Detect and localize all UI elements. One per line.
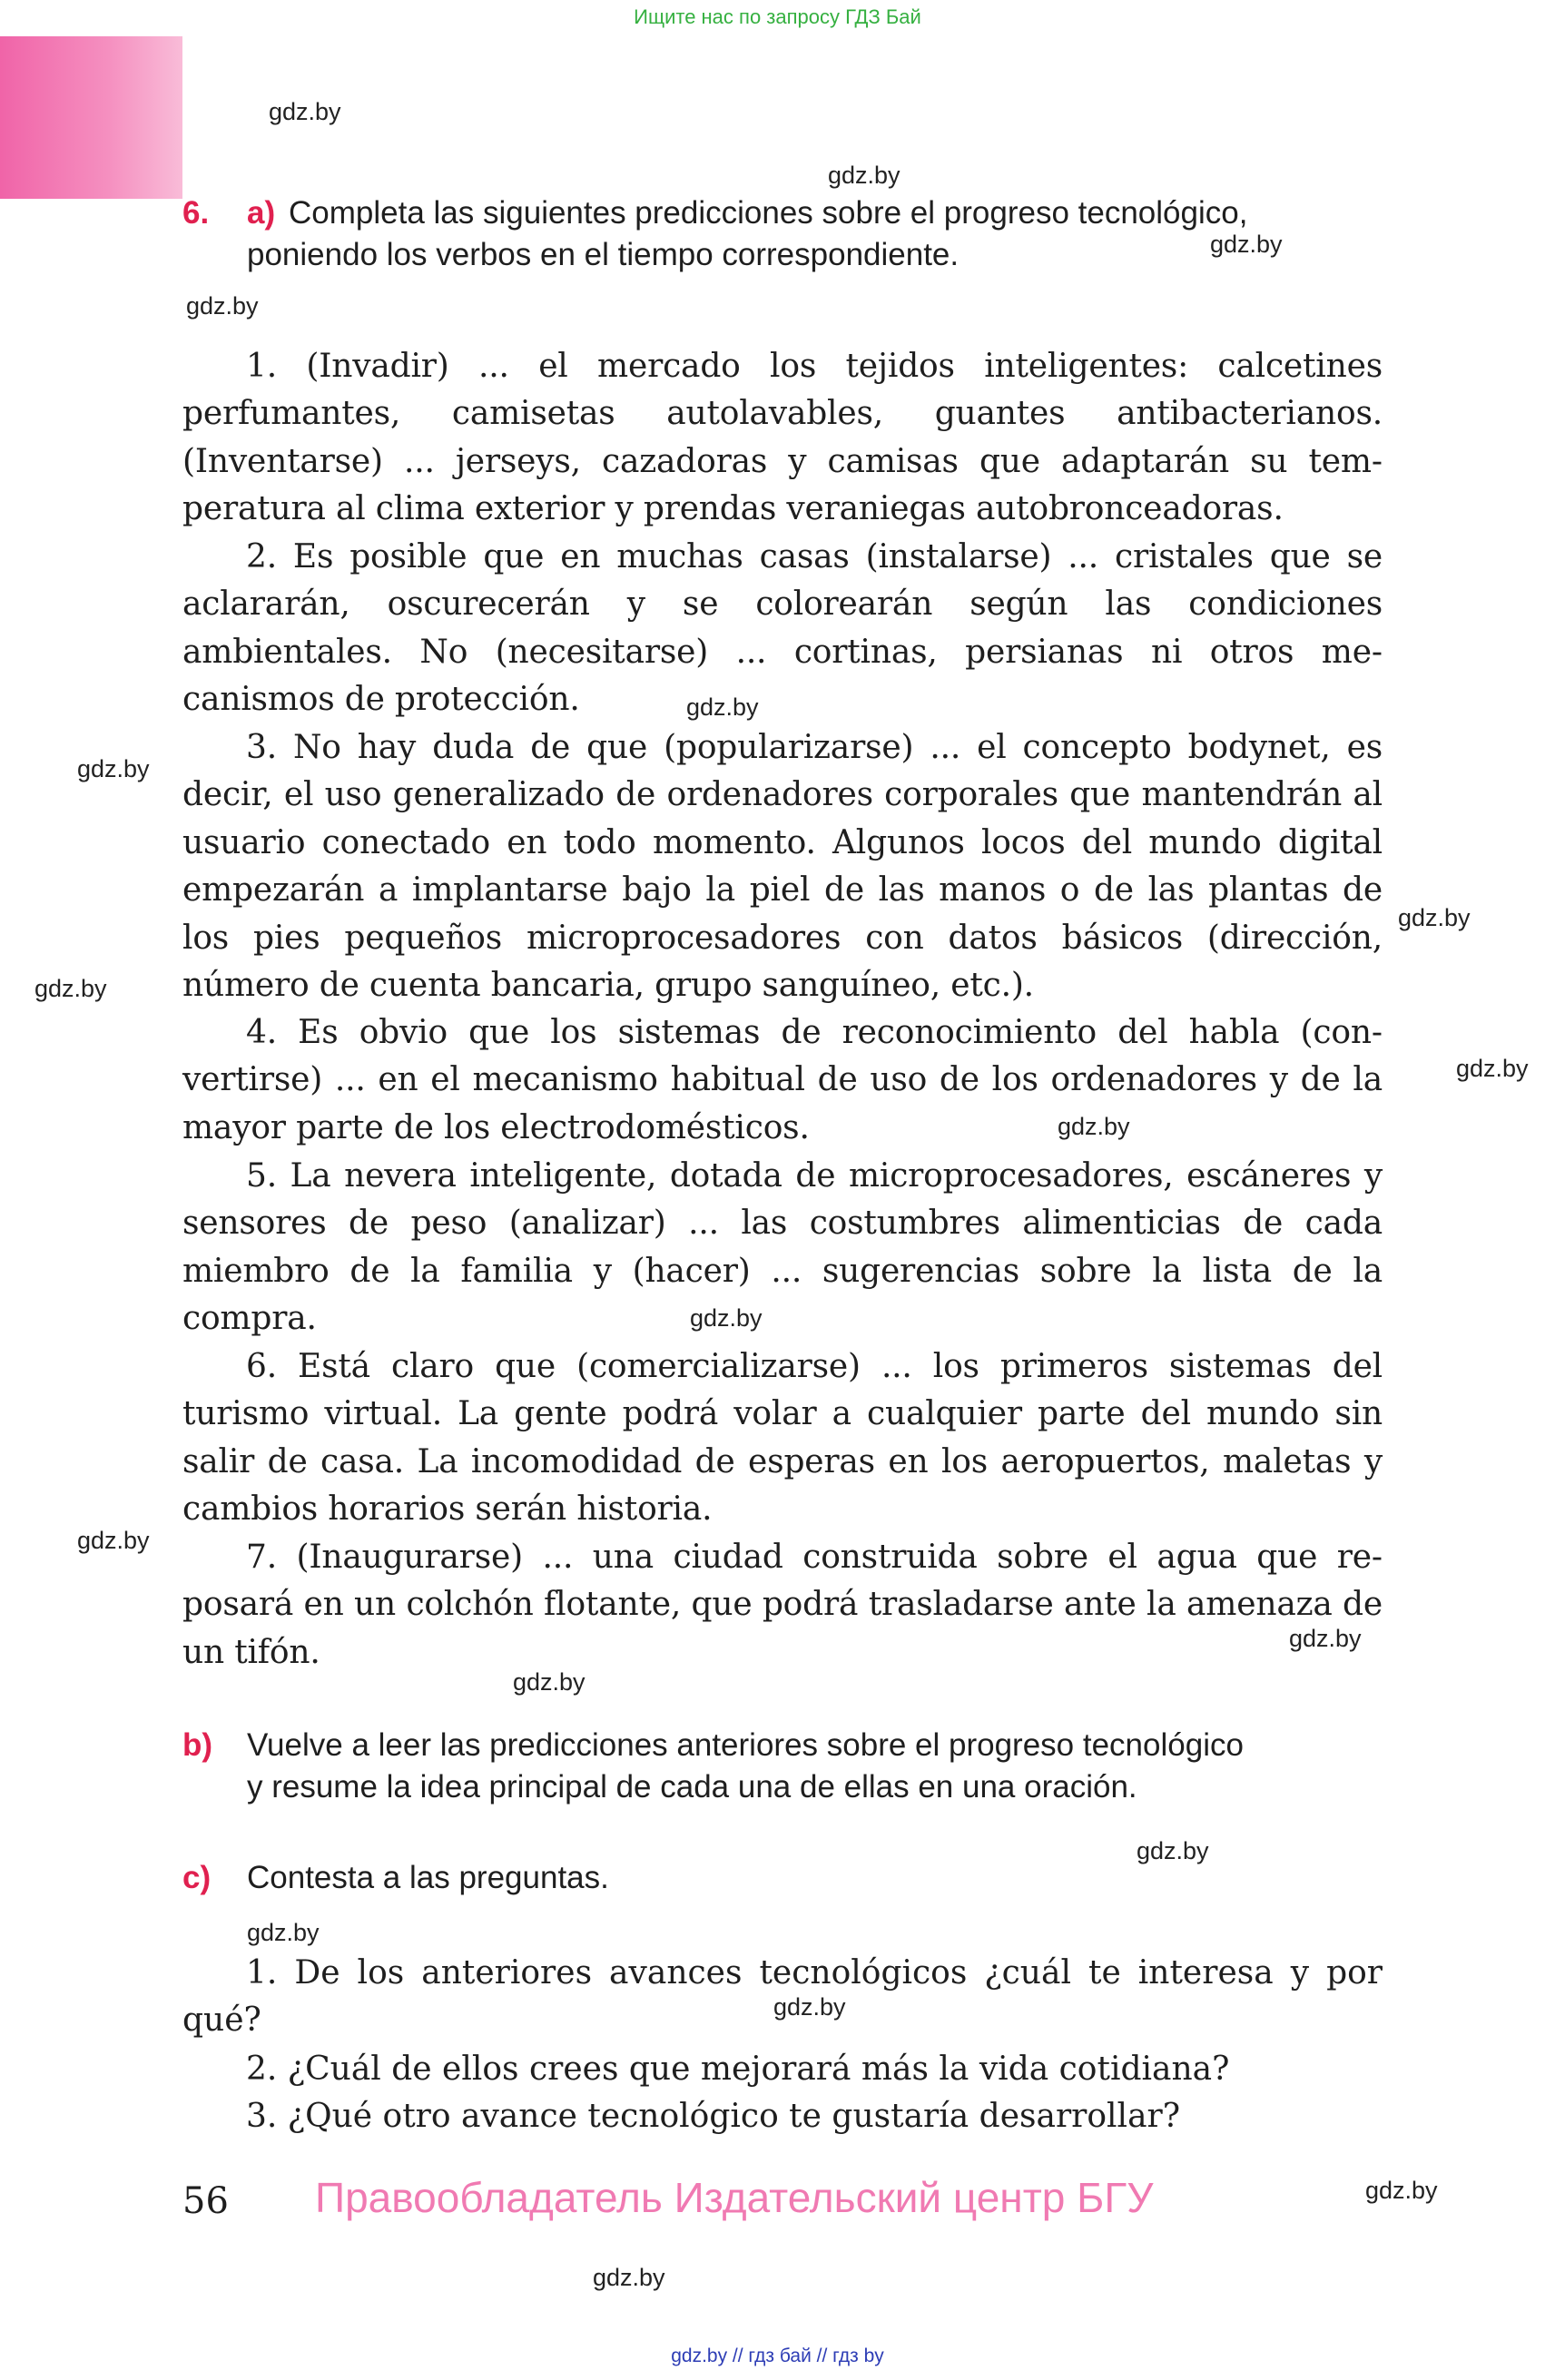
watermark: gdz.by [1398,904,1471,931]
watermark: gdz.by [593,2264,665,2291]
prediction-item-6: 6. Está claro que (comercializarse) ... los primeros sistemas del turismo virtual. La gente podrá volar a cualquier parte del mundo sin salir de casa. La incomodidad de esperas en los aeropuertos, maletas y cambios horarios serán historia. [182,1348,1383,1529]
copyright-notice: Правообладатель Издательский центр БГУ [315,2174,1154,2221]
prediction-item-5: 5. La nevera inteligente, dotada de microprocesadores, escáneres y sensores de peso (analizar) ... las costumbres alimenticias de cada miembro de la familia y (hacer) ... sugerencias sobre la lista de la compra. [182,1157,1383,1338]
question-2: 2. ¿Cuál de ellos crees que mejorará más la vida cotidiana? [246,2051,1230,2088]
watermark: gdz.by [686,693,759,721]
watermark: gdz.by [34,975,107,1002]
prediction-item-4: 4. Es obvio que los sistemas de reconocimiento del habla (convertirse) ... en el mecanismo habitual de uso de los ordenadores y de la mayor parte de los electrodomésticos. [182,1014,1383,1146]
question-3: 3. ¿Qué otro avance tecnológico te gustaría desarrollar? [246,2098,1181,2135]
prediction-item-7: 7. (Inaugurarse) ... una ciudad construida sobre el agua que reposará en un colchón flotante, que podrá trasladarse ante la amenaza de un tifón. [182,1539,1383,1671]
page-number: 56 [182,2180,229,2222]
watermark: gdz.by [1456,1055,1529,1082]
watermark: gdz.by [77,755,150,782]
part-b-instruction-line2: y resume la idea principal de cada una de ellas en una oración. [247,1769,1137,1805]
watermark: gdz.by [1058,1113,1130,1140]
footer-links[interactable]: gdz.by // гдз бай // гдз by [671,2346,884,2366]
prediction-item-2: 2. Es posible que en muchas casas (instalarse) ... cristales que se aclararán, oscurecerán y se colorearán según las condiciones ambientales. No (necesitarse) ... cortinas, persianas ni otros mecanismos de protección. [182,538,1383,719]
part-a-instruction-line1: Completa las siguientes predicciones sobre el progreso tecnológico, [289,195,1248,231]
watermark: gdz.by [1365,2177,1438,2204]
top-banner: Ищите нас по запросу ГДЗ Бай [634,5,921,28]
watermark: gdz.by [690,1304,763,1332]
question-1: 1. De los anteriores avances tecnológicos ¿cuál te interesa y por qué? [182,1954,1383,2040]
watermark: gdz.by [269,98,341,125]
watermark: gdz.by [773,1993,846,2021]
watermark: gdz.by [828,162,901,189]
part-a-letter: a) [247,195,276,231]
exercise-number: 6. [182,195,210,231]
watermark: gdz.by [77,1527,150,1554]
watermark: gdz.by [186,292,259,320]
part-b-instruction-line1: Vuelve a leer las predicciones anteriores sobre el progreso tecnológico [247,1727,1244,1763]
watermark: gdz.by [247,1919,320,1946]
part-a-instruction-line2: poniendo los verbos en el tiempo correspondiente. [247,237,960,272]
watermark: gdz.by [513,1668,586,1696]
prediction-item-1: 1. (Invadir) ... el mercado los tejidos inteligentes: calcetines perfumantes, camisetas autolavables, guantes antibacterianos. (Inventarse) ... jerseys, cazadoras y camisas que adaptarán su temperatura al clima exterior y prendas veraniegas autobronceadoras. [182,348,1383,528]
watermark: gdz.by [1289,1625,1362,1652]
part-c-instruction: Contesta a las preguntas. [247,1860,609,1895]
watermark: gdz.by [1137,1837,1209,1864]
part-c-letter: c) [182,1860,212,1895]
pink-corner-tab [0,36,182,199]
watermark: gdz.by [1210,231,1283,258]
prediction-item-3: 3. No hay duda de que (popularizarse) ... el concepto bodynet, es decir, el uso generalizado de ordenadores corporales que mantendrán al usuario conectado en todo momento. Algunos locos del mundo digital empezarán a implantarse bajo la piel de las manos o de las plantas de los pies pequeños microprocesadores con datos básicos (dirección, número de cuenta bancaria, grupo sanguíneo, etc.). [182,729,1383,1005]
part-b-letter: b) [182,1727,213,1763]
